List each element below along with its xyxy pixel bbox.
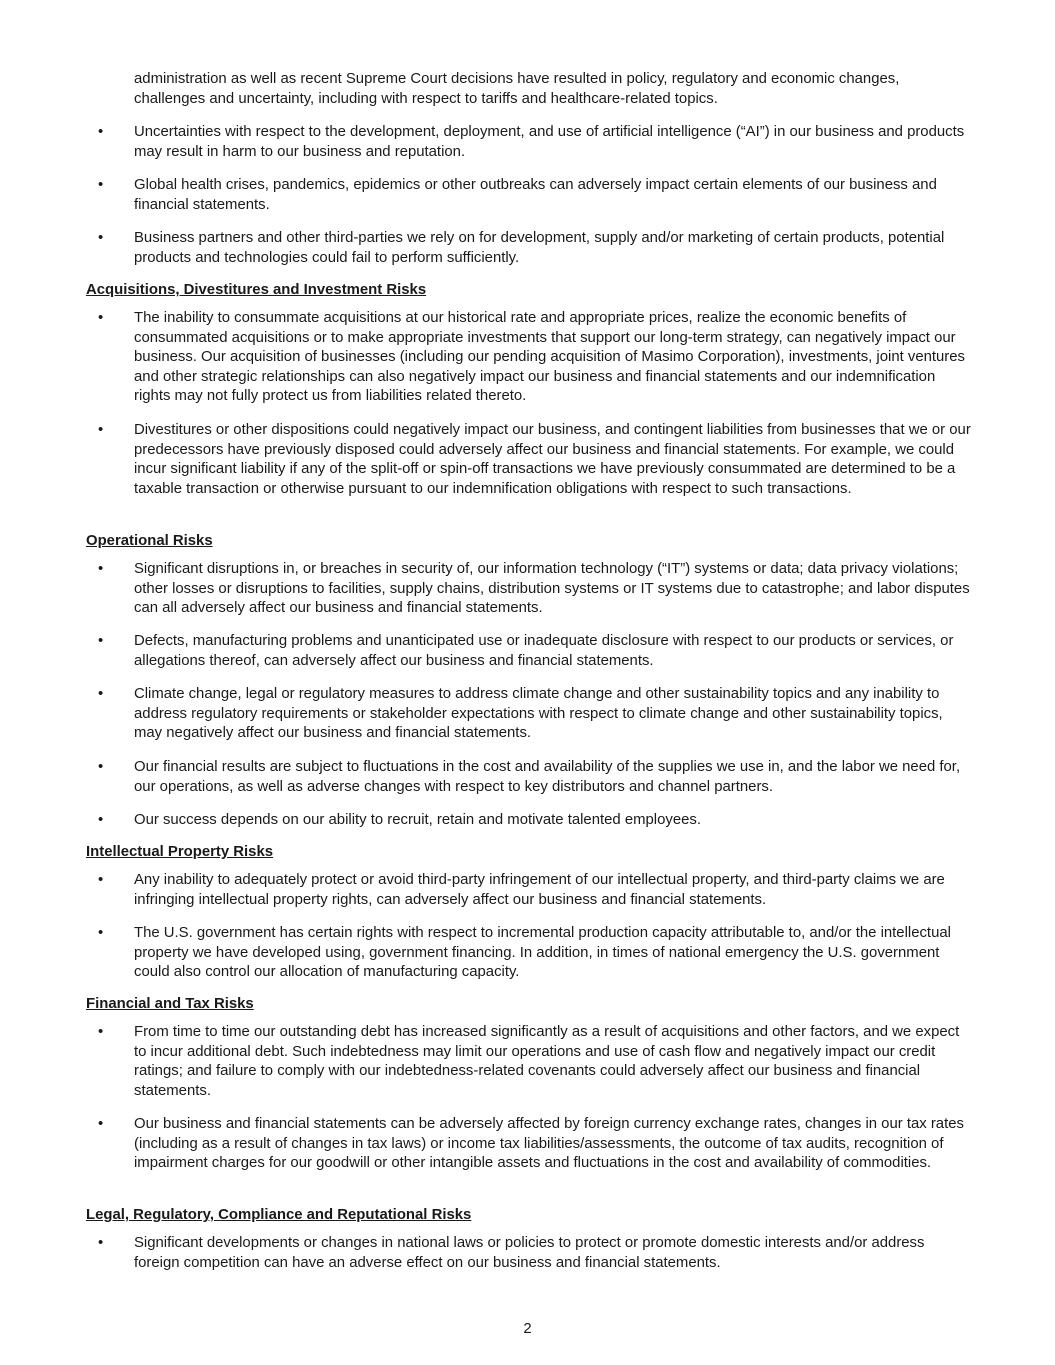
section-heading-intellectual-property: Intellectual Property Risks (86, 844, 274, 860)
bullet-marker: • (98, 1024, 104, 1040)
continuation-paragraph: administration as well as recent Supreme Court decisions have resulted in policy, regulatory and economic changes, challenges and uncertainty, including with respect to tariffs and healthcare-related topics. (134, 71, 900, 107)
section-heading-operational: Operational Risks (86, 533, 213, 549)
bullet-text: Defects, manufacturing problems and unanticipated use or inadequate disclosure with respect to our products or services, or allegations thereof, can adversely affect our business and financial statements. (134, 633, 954, 669)
bullet-text: Divestitures or other dispositions could negatively impact our business, and contingent liabilities from businesses that we or our predecessors have previously disposed could adversely affect our business and financial statements. For example, we could incur significant liability if any of the split-off or spin-off transactions we have previously consummated are determined to be a taxable transaction or otherwise pursuant to our indemnification obligations with respect to such transactions. (134, 422, 971, 497)
bullet-marker: • (98, 1116, 104, 1132)
bullet-marker: • (98, 124, 104, 140)
bullet-text: The U.S. government has certain rights with respect to incremental production capacity attributable to, and/or the intellectual property we have developed using, government financing. In addition, in times of national emergency the U.S. government could also control our allocation of manufacturing capacity. (134, 925, 951, 981)
bullet-marker: • (98, 812, 104, 828)
bullet-text: Business partners and other third-parties we rely on for development, supply and/or marketing of certain products, potential products and technologies could fail to perform sufficiently. (134, 230, 945, 266)
bullet-marker: • (98, 230, 104, 246)
page-number: 2 (523, 1321, 532, 1337)
bullet-text: From time to time our outstanding debt has increased significantly as a result of acquisitions and other factors, and we expect to incur additional debt. Such indebtedness may limit our operations and use of cash flow and negatively impact our credit ratings; and failure to comply with our indebtedness-related covenants could adversely affect our business and financial statements. (134, 1024, 960, 1099)
section-heading-legal: Legal, Regulatory, Compliance and Reputational Risks (86, 1207, 472, 1223)
section-heading-financial-tax: Financial and Tax Risks (86, 996, 254, 1012)
bullet-marker: • (98, 422, 104, 438)
bullet-text: Significant developments or changes in national laws or policies to protect or promote domestic interests and/or address foreign competition can have an adverse effect on our business and financial statements. (134, 1235, 925, 1271)
bullet-marker: • (98, 177, 104, 193)
bullet-text: The inability to consummate acquisitions at our historical rate and appropriate prices, realize the economic benefits of consummated acquisitions or to make appropriate investments that support our long-term strategy, can negatively impact our business. Our acquisition of businesses (including our pending acquisition of Masimo Corporation), investments, joint ventures and other strategic relationships can also negatively impact our business and financial statements and our indemnification rights may not fully protect us from liabilities related thereto. (134, 310, 965, 405)
bullet-marker: • (98, 872, 104, 888)
bullet-text: Global health crises, pandemics, epidemics or other outbreaks can adversely impact certain elements of our business and financial statements. (134, 177, 937, 213)
bullet-text: Any inability to adequately protect or avoid third-party infringement of our intellectual property, and third-party claims we are infringing intellectual property rights, can adversely affect our business and financial statements. (134, 872, 945, 908)
bullet-text: Uncertainties with respect to the development, deployment, and use of artificial intelligence (“AI”) in our business and products may result in harm to our business and reputation. (134, 124, 965, 160)
bullet-text: Our business and financial statements can be adversely affected by foreign currency exchange rates, changes in our tax rates (including as a result of changes in tax laws) or income tax liabilities/assessments, the outcome of tax audits, recognition of impairment charges for our goodwill or other intangible assets and fluctuations in the cost and availability of commodities. (134, 1116, 964, 1172)
bullet-marker: • (98, 310, 104, 326)
bullet-text: Our success depends on our ability to recruit, retain and motivate talented employees. (134, 812, 701, 828)
bullet-text: Our financial results are subject to fluctuations in the cost and availability of the supplies we use in, and the labor we need for, our operations, as well as adverse changes with respect to key distributors and channel partners. (134, 759, 961, 795)
bullet-marker: • (98, 925, 104, 941)
bullet-text: Climate change, legal or regulatory measures to address climate change and other sustainability topics and any inability to address regulatory requirements or stakeholder expectations with respect to climate change and other sustainability topics, may negatively affect our business and financial statements. (134, 686, 943, 742)
bullet-marker: • (98, 633, 104, 649)
bullet-marker: • (98, 1235, 104, 1251)
bullet-text: Significant disruptions in, or breaches in security of, our information technology (“IT”) systems or data; data privacy violations; other losses or disruptions to facilities, supply chains, distribution systems or IT systems due to catastrophe; and labor disputes can all adversely affect our business and financial statements. (134, 561, 970, 617)
bullet-marker: • (98, 686, 104, 702)
bullet-marker: • (98, 561, 104, 577)
bullet-marker: • (98, 759, 104, 775)
section-heading-acquisitions: Acquisitions, Divestitures and Investment Risks (86, 282, 427, 298)
